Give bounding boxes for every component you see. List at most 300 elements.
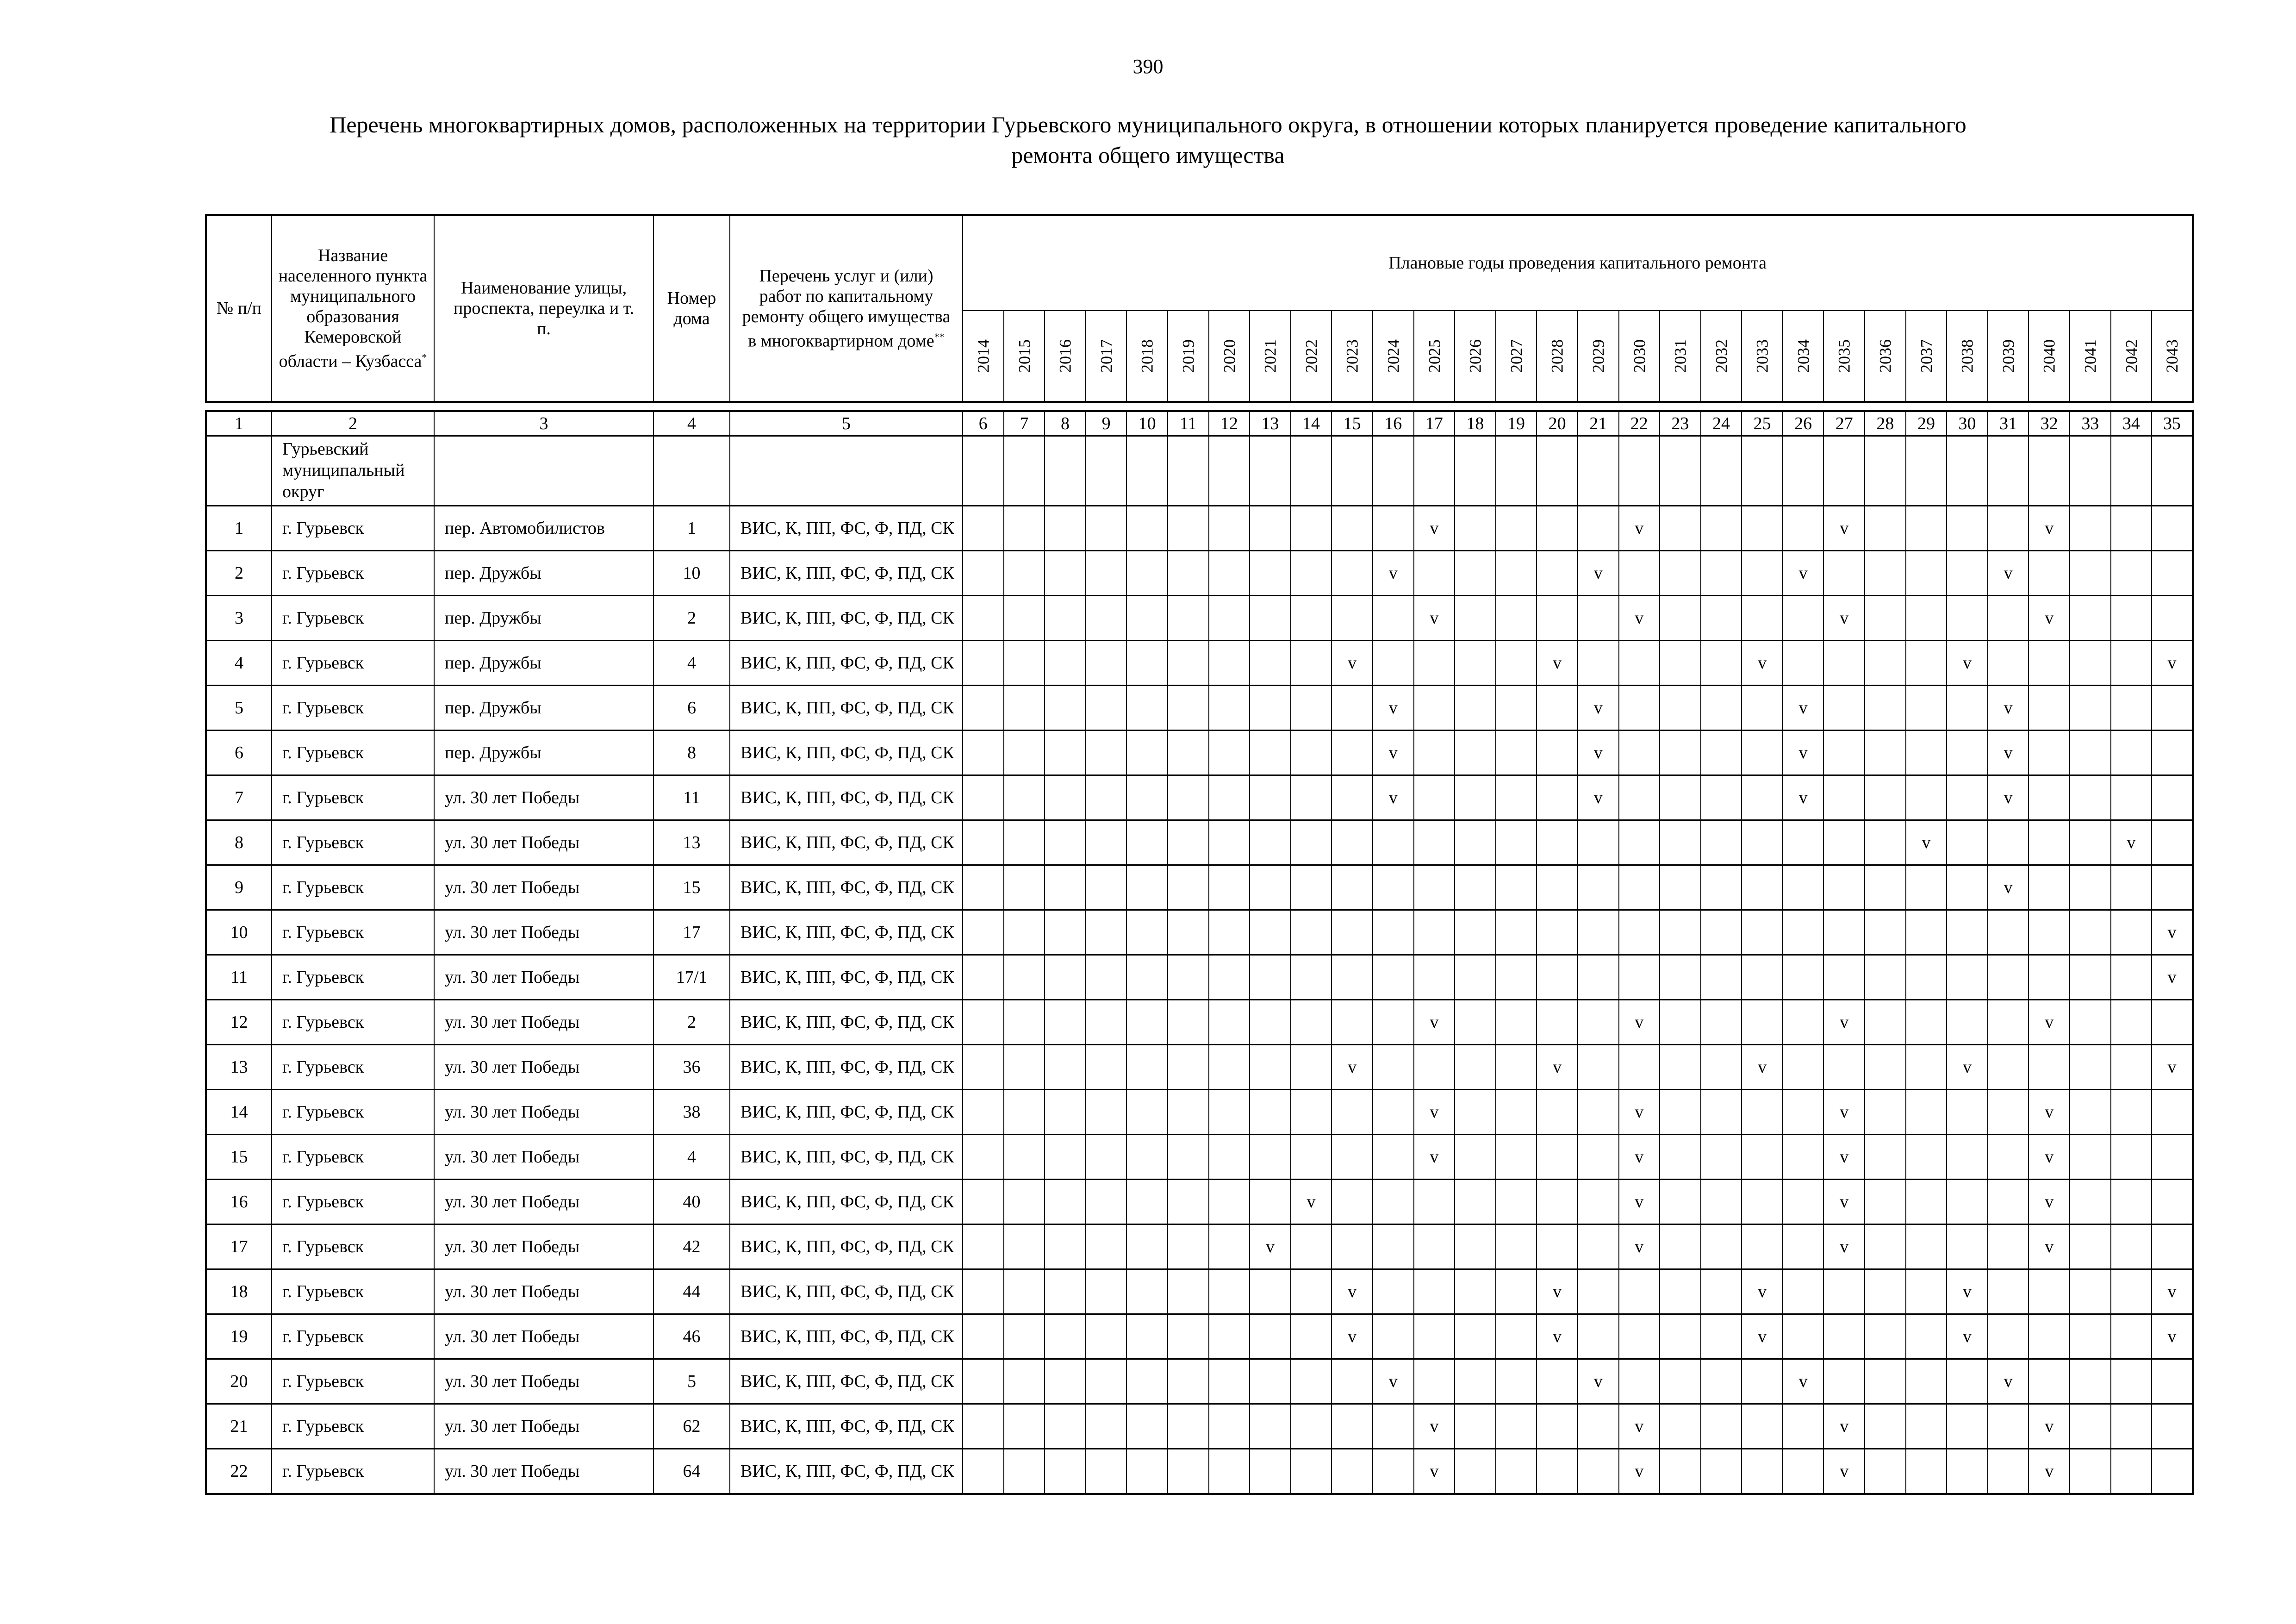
year-empty-cell (1332, 820, 1373, 865)
year-mark-cell: v (1414, 1000, 1455, 1045)
year-empty-cell (1988, 1090, 2029, 1135)
column-number: 13 (1250, 411, 1291, 436)
year-empty-cell (1250, 1135, 1291, 1180)
year-empty-cell (1250, 1000, 1291, 1045)
year-empty-cell (963, 910, 1004, 955)
year-empty-cell (2111, 1000, 2152, 1045)
row-house: 38 (653, 1090, 730, 1135)
row-services: ВИС, К, ПП, ФС, Ф, ПД, СК (730, 641, 963, 686)
year-empty-cell (1455, 641, 1496, 686)
year-empty-cell (1332, 955, 1373, 1000)
row-number: 7 (206, 775, 272, 820)
header-year-label: 2032 (1711, 339, 1730, 373)
table-row (206, 731, 2193, 775)
year-mark-cell: v (1783, 731, 1824, 775)
year-empty-cell (1701, 1090, 1742, 1135)
year-empty-cell (1373, 1135, 1414, 1180)
column-number: 16 (1373, 411, 1414, 436)
year-empty-cell (1086, 1359, 1127, 1404)
year-empty-cell (963, 1224, 1004, 1269)
year-empty-cell (1455, 955, 1496, 1000)
year-empty-cell (1906, 686, 1947, 731)
year-empty-cell (1823, 551, 1865, 596)
year-empty-cell (1332, 1404, 1373, 1449)
year-empty-cell (1906, 910, 1947, 955)
group-year-cell (1701, 436, 1742, 506)
group-year-cell (1988, 436, 2029, 506)
header-year (1783, 311, 1824, 402)
year-empty-cell (2111, 506, 2152, 551)
row-settlement: г. Гурьевск (272, 1449, 434, 1494)
row-street: ул. 30 лет Победы (434, 1090, 653, 1135)
year-mark-cell: v (1742, 1045, 1783, 1090)
year-mark-cell: v (1619, 1224, 1660, 1269)
year-empty-cell (1496, 775, 1537, 820)
year-empty-cell (1865, 910, 1906, 955)
year-empty-cell (1988, 1224, 2029, 1269)
year-empty-cell (1004, 1135, 1045, 1180)
header-year-label: 2020 (1220, 339, 1238, 373)
group-year-cell (1619, 436, 1660, 506)
year-empty-cell (1660, 551, 1701, 596)
year-empty-cell (1455, 1224, 1496, 1269)
year-empty-cell (1086, 1314, 1127, 1359)
year-empty-cell (1742, 1180, 1783, 1224)
column-number: 25 (1742, 411, 1783, 436)
row-number: 19 (206, 1314, 272, 1359)
year-empty-cell (1537, 1000, 1578, 1045)
year-empty-cell (1906, 596, 1947, 641)
year-empty-cell (1209, 596, 1250, 641)
year-empty-cell (1496, 955, 1537, 1000)
year-empty-cell (2070, 910, 2111, 955)
row-services: ВИС, К, ПП, ФС, Ф, ПД, СК (730, 775, 963, 820)
year-empty-cell (1496, 596, 1537, 641)
column-number: 9 (1086, 411, 1127, 436)
year-empty-cell (1742, 775, 1783, 820)
header-year-label: 2023 (1343, 339, 1362, 373)
table-row (206, 551, 2193, 596)
year-empty-cell (1332, 596, 1373, 641)
year-empty-cell (2111, 731, 2152, 775)
group-year-cell (1086, 436, 1127, 506)
year-empty-cell (1496, 1000, 1537, 1045)
year-empty-cell (1250, 955, 1291, 1000)
year-mark-cell: v (1619, 1449, 1660, 1494)
year-mark-cell: v (1373, 686, 1414, 731)
year-empty-cell (1496, 910, 1537, 955)
row-street: ул. 30 лет Победы (434, 1045, 653, 1090)
row-street: ул. 30 лет Победы (434, 1269, 653, 1314)
year-empty-cell (1209, 1045, 1250, 1090)
year-empty-cell (1209, 955, 1250, 1000)
year-empty-cell (2152, 1090, 2193, 1135)
header-year-label: 2014 (974, 339, 993, 373)
year-empty-cell (1168, 865, 1209, 910)
header-services-label: Перечень услуг и (или) работ по капитальному ремонту общего имущества в многоквартирном доме (742, 266, 951, 351)
year-empty-cell (1701, 1045, 1742, 1090)
year-mark-cell: v (2028, 506, 2070, 551)
year-empty-cell (1783, 641, 1824, 686)
year-empty-cell (1783, 955, 1824, 1000)
year-empty-cell (1906, 1045, 1947, 1090)
year-empty-cell (963, 551, 1004, 596)
year-empty-cell (1126, 731, 1168, 775)
year-empty-cell (1823, 686, 1865, 731)
year-empty-cell (1291, 1045, 1332, 1090)
row-services: ВИС, К, ПП, ФС, Ф, ПД, СК (730, 731, 963, 775)
row-house: 8 (653, 731, 730, 775)
year-empty-cell (1947, 1359, 1988, 1404)
year-empty-cell (963, 1090, 1004, 1135)
year-empty-cell (1126, 1090, 1168, 1135)
year-empty-cell (963, 1404, 1004, 1449)
header-year (2152, 311, 2193, 402)
row-number: 16 (206, 1180, 272, 1224)
year-empty-cell (1250, 686, 1291, 731)
year-empty-cell (1373, 506, 1414, 551)
year-empty-cell (2111, 1449, 2152, 1494)
year-empty-cell (1865, 1404, 1906, 1449)
column-number: 5 (730, 411, 963, 436)
year-empty-cell (1045, 865, 1086, 910)
year-empty-cell (963, 1314, 1004, 1359)
group-year-cell (1660, 436, 1701, 506)
year-empty-cell (1988, 1045, 2029, 1090)
year-empty-cell (1126, 686, 1168, 731)
header-year-label: 2025 (1425, 339, 1444, 373)
year-empty-cell (2028, 865, 2070, 910)
year-empty-cell (1086, 1180, 1127, 1224)
table-row (206, 1180, 2193, 1224)
row-number: 17 (206, 1224, 272, 1269)
row-services: ВИС, К, ПП, ФС, Ф, ПД, СК (730, 910, 963, 955)
year-empty-cell (1455, 910, 1496, 955)
year-mark-cell: v (1537, 1269, 1578, 1314)
header-year (1004, 311, 1045, 402)
year-empty-cell (1250, 1269, 1291, 1314)
year-empty-cell (1086, 731, 1127, 775)
year-empty-cell (1291, 1135, 1332, 1180)
year-mark-cell: v (1578, 1359, 1619, 1404)
year-empty-cell (1660, 1045, 1701, 1090)
year-empty-cell (1619, 1314, 1660, 1359)
year-empty-cell (2152, 1180, 2193, 1224)
year-empty-cell (1578, 506, 1619, 551)
year-empty-cell (1414, 1359, 1455, 1404)
year-empty-cell (1373, 1269, 1414, 1314)
year-empty-cell (1086, 596, 1127, 641)
year-empty-cell (1332, 506, 1373, 551)
header-year-label: 2019 (1179, 339, 1198, 373)
year-empty-cell (1701, 731, 1742, 775)
year-empty-cell (1660, 1000, 1701, 1045)
year-empty-cell (1004, 1045, 1045, 1090)
row-settlement: г. Гурьевск (272, 596, 434, 641)
year-empty-cell (1660, 506, 1701, 551)
year-empty-cell (1373, 865, 1414, 910)
row-street: ул. 30 лет Победы (434, 1180, 653, 1224)
header-services (730, 215, 963, 402)
year-empty-cell (1496, 1180, 1537, 1224)
year-empty-cell (1291, 1449, 1332, 1494)
year-empty-cell (1004, 506, 1045, 551)
year-mark-cell: v (1537, 641, 1578, 686)
year-empty-cell (1455, 731, 1496, 775)
year-empty-cell (1988, 596, 2029, 641)
year-empty-cell (2070, 596, 2111, 641)
year-empty-cell (1414, 910, 1455, 955)
year-empty-cell (1250, 1449, 1291, 1494)
row-house: 2 (653, 1000, 730, 1045)
year-empty-cell (1947, 506, 1988, 551)
table-row (206, 1404, 2193, 1449)
year-empty-cell (1988, 1404, 2029, 1449)
header-year-label: 2017 (1097, 339, 1116, 373)
column-number-row (206, 411, 2193, 436)
year-empty-cell (1701, 910, 1742, 955)
table-row (206, 910, 2193, 955)
year-mark-cell: v (1947, 1314, 1988, 1359)
column-number: 33 (2070, 411, 2111, 436)
year-empty-cell (1783, 1314, 1824, 1359)
page-number: 390 (1132, 55, 1164, 78)
year-empty-cell (1086, 1090, 1127, 1135)
group-year-cell (1250, 436, 1291, 506)
year-empty-cell (1578, 865, 1619, 910)
column-number: 22 (1619, 411, 1660, 436)
year-empty-cell (1701, 865, 1742, 910)
year-empty-cell (2152, 1359, 2193, 1404)
year-empty-cell (2152, 1224, 2193, 1269)
year-empty-cell (2028, 820, 2070, 865)
header-num: № п/п (206, 215, 272, 402)
year-empty-cell (1537, 596, 1578, 641)
year-empty-cell (1045, 596, 1086, 641)
year-empty-cell (1045, 955, 1086, 1000)
year-mark-cell: v (1988, 686, 2029, 731)
year-empty-cell (1619, 641, 1660, 686)
row-settlement: г. Гурьевск (272, 1135, 434, 1180)
year-empty-cell (1496, 1090, 1537, 1135)
year-empty-cell (963, 1269, 1004, 1314)
year-empty-cell (1291, 686, 1332, 731)
year-empty-cell (1906, 865, 1947, 910)
group-year-cell (1414, 436, 1455, 506)
year-empty-cell (1291, 820, 1332, 865)
year-empty-cell (1332, 686, 1373, 731)
header-year (1701, 311, 1742, 402)
year-empty-cell (1496, 1269, 1537, 1314)
group-empty-cell (730, 436, 963, 506)
year-empty-cell (1455, 1045, 1496, 1090)
year-empty-cell (1250, 775, 1291, 820)
table-row (206, 955, 2193, 1000)
table-row (206, 1269, 2193, 1314)
group-empty-cell (434, 436, 653, 506)
year-empty-cell (1126, 955, 1168, 1000)
year-empty-cell (1291, 775, 1332, 820)
year-empty-cell (1414, 686, 1455, 731)
year-empty-cell (1250, 506, 1291, 551)
year-empty-cell (1414, 865, 1455, 910)
year-mark-cell: v (2028, 596, 2070, 641)
year-empty-cell (1126, 506, 1168, 551)
year-empty-cell (2152, 551, 2193, 596)
header-services-note: ** (934, 331, 945, 343)
year-empty-cell (1414, 1314, 1455, 1359)
header-years-group: Плановые годы проведения капитального ремонта (963, 215, 2193, 311)
column-number: 28 (1865, 411, 1906, 436)
year-empty-cell (1906, 731, 1947, 775)
year-empty-cell (1168, 1090, 1209, 1135)
year-empty-cell (1619, 1045, 1660, 1090)
row-house: 17/1 (653, 955, 730, 1000)
row-street: ул. 30 лет Победы (434, 1224, 653, 1269)
year-empty-cell (1947, 1135, 1988, 1180)
row-services: ВИС, К, ПП, ФС, Ф, ПД, СК (730, 1135, 963, 1180)
year-mark-cell: v (2028, 1180, 2070, 1224)
year-empty-cell (1660, 820, 1701, 865)
year-empty-cell (1291, 1269, 1332, 1314)
year-empty-cell (2070, 1000, 2111, 1045)
year-empty-cell (1783, 1180, 1824, 1224)
year-empty-cell (1537, 1090, 1578, 1135)
year-empty-cell (1496, 865, 1537, 910)
year-empty-cell (1126, 1269, 1168, 1314)
year-empty-cell (1086, 775, 1127, 820)
year-empty-cell (1660, 596, 1701, 641)
row-settlement: г. Гурьевск (272, 731, 434, 775)
year-empty-cell (1988, 1000, 2029, 1045)
year-empty-cell (2152, 775, 2193, 820)
year-empty-cell (2070, 955, 2111, 1000)
year-empty-cell (1291, 731, 1332, 775)
header-year (1619, 311, 1660, 402)
year-empty-cell (1865, 1045, 1906, 1090)
year-empty-cell (2070, 1224, 2111, 1269)
row-street: ул. 30 лет Победы (434, 910, 653, 955)
year-empty-cell (963, 506, 1004, 551)
row-house: 64 (653, 1449, 730, 1494)
row-services: ВИС, К, ПП, ФС, Ф, ПД, СК (730, 865, 963, 910)
year-empty-cell (963, 596, 1004, 641)
year-empty-cell (1701, 596, 1742, 641)
column-number: 30 (1947, 411, 1988, 436)
year-mark-cell: v (1619, 1180, 1660, 1224)
header-year (1455, 311, 1496, 402)
year-empty-cell (1537, 1404, 1578, 1449)
row-number: 20 (206, 1359, 272, 1404)
year-empty-cell (1250, 1045, 1291, 1090)
row-settlement: г. Гурьевск (272, 1045, 434, 1090)
year-empty-cell (2070, 1135, 2111, 1180)
year-empty-cell (1701, 1449, 1742, 1494)
year-empty-cell (1865, 1269, 1906, 1314)
year-empty-cell (1865, 506, 1906, 551)
year-empty-cell (1004, 1180, 1045, 1224)
table-row (206, 1224, 2193, 1269)
year-mark-cell: v (1332, 1269, 1373, 1314)
year-empty-cell (1004, 686, 1045, 731)
year-empty-cell (1823, 641, 1865, 686)
year-empty-cell (1783, 506, 1824, 551)
year-empty-cell (1701, 1269, 1742, 1314)
year-empty-cell (1332, 1359, 1373, 1404)
header-year-label: 2015 (1014, 339, 1033, 373)
year-empty-cell (1168, 1449, 1209, 1494)
year-empty-cell (1619, 910, 1660, 955)
header-year (1291, 311, 1332, 402)
year-empty-cell (2070, 1269, 2111, 1314)
year-empty-cell (1988, 1314, 2029, 1359)
year-empty-cell (1865, 955, 1906, 1000)
header-settlement (272, 215, 434, 402)
row-services: ВИС, К, ПП, ФС, Ф, ПД, СК (730, 1000, 963, 1045)
year-empty-cell (1250, 1180, 1291, 1224)
year-mark-cell: v (1988, 731, 2029, 775)
year-mark-cell: v (1823, 1180, 1865, 1224)
year-empty-cell (2111, 1224, 2152, 1269)
year-empty-cell (1660, 1404, 1701, 1449)
row-services: ВИС, К, ПП, ФС, Ф, ПД, СК (730, 1045, 963, 1090)
year-empty-cell (1701, 641, 1742, 686)
row-services: ВИС, К, ПП, ФС, Ф, ПД, СК (730, 686, 963, 731)
year-empty-cell (963, 1180, 1004, 1224)
row-house: 5 (653, 1359, 730, 1404)
year-empty-cell (963, 1000, 1004, 1045)
year-mark-cell: v (1988, 1359, 2029, 1404)
year-empty-cell (1619, 686, 1660, 731)
year-empty-cell (1004, 596, 1045, 641)
year-empty-cell (1373, 1090, 1414, 1135)
year-empty-cell (1168, 955, 1209, 1000)
year-empty-cell (1742, 1224, 1783, 1269)
year-empty-cell (1291, 955, 1332, 1000)
year-empty-cell (1045, 641, 1086, 686)
year-empty-cell (1373, 1224, 1414, 1269)
year-empty-cell (1701, 1135, 1742, 1180)
row-number: 6 (206, 731, 272, 775)
year-empty-cell (1619, 955, 1660, 1000)
year-empty-cell (2070, 1045, 2111, 1090)
year-mark-cell: v (1250, 1224, 1291, 1269)
year-empty-cell (1906, 1314, 1947, 1359)
year-empty-cell (1701, 1180, 1742, 1224)
group-year-cell (1496, 436, 1537, 506)
header-year (2070, 311, 2111, 402)
year-empty-cell (1865, 775, 1906, 820)
year-empty-cell (2111, 641, 2152, 686)
year-empty-cell (2028, 1045, 2070, 1090)
table-row (206, 1090, 2193, 1135)
row-settlement: г. Гурьевск (272, 1404, 434, 1449)
header-year (1086, 311, 1127, 402)
year-empty-cell (1291, 1090, 1332, 1135)
year-mark-cell: v (2028, 1000, 2070, 1045)
year-empty-cell (1004, 820, 1045, 865)
year-mark-cell: v (1783, 775, 1824, 820)
table-row (206, 1359, 2193, 1404)
year-empty-cell (1988, 506, 2029, 551)
year-empty-cell (1086, 506, 1127, 551)
column-number: 11 (1168, 411, 1209, 436)
group-year-cell (1823, 436, 1865, 506)
year-empty-cell (1209, 506, 1250, 551)
year-empty-cell (1209, 1404, 1250, 1449)
year-empty-cell (2111, 1404, 2152, 1449)
year-mark-cell: v (1823, 506, 1865, 551)
